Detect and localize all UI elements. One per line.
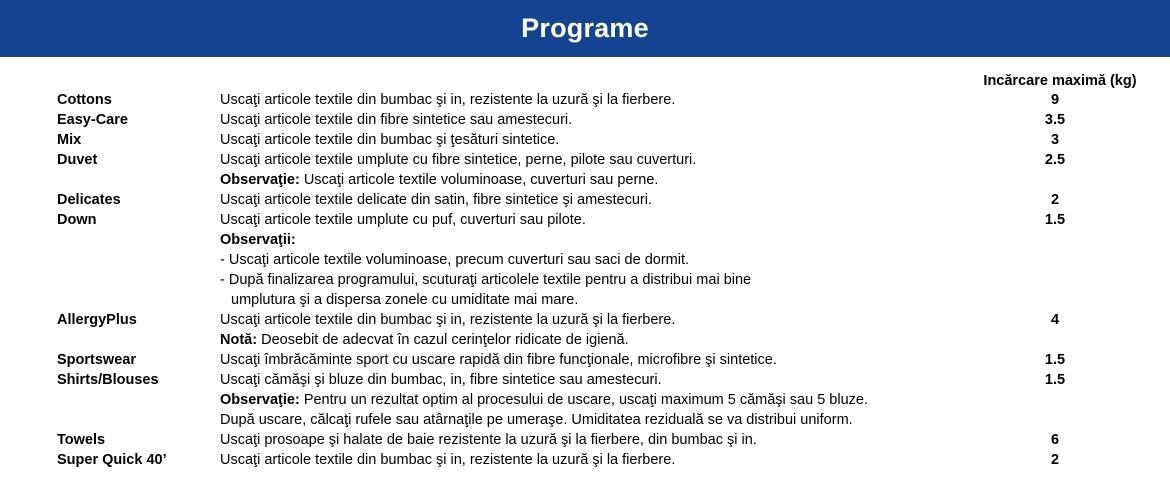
program-name: Super Quick 40’ [57,452,167,468]
program-name: Delicates [57,192,121,208]
max-load-value: 2 [1050,192,1060,208]
table-row [0,350,1170,370]
table-row [0,370,1170,390]
program-name: Sportswear [57,352,136,368]
table-row [0,290,1170,310]
program-description: Uscaţi articole textile din fibre sintetice sau amestecuri. [220,112,573,128]
program-description: Uscaţi articole textile delicate din satin, fibre sintetice şi amestecuri. [220,192,652,208]
program-name: Down [57,212,97,228]
max-load-value: 3.5 [1044,112,1066,128]
program-description: Uscaţi articole textile din bumbac şi ţesături sintetice. [220,132,560,148]
table-row [0,250,1170,270]
page-header-banner [0,0,1170,57]
table-row [0,390,1170,410]
table-row [0,210,1170,230]
program-description [220,170,950,190]
table-row [0,230,1170,250]
table-row [0,110,1170,130]
max-load-value: 2.5 [1044,152,1066,168]
max-load-value: 1.5 [1044,212,1066,228]
max-load-value: 1.5 [1044,372,1066,388]
programs-table-body [0,90,1170,470]
program-name: Cottons [57,92,112,108]
table-row [0,130,1170,150]
page-title: Programe [521,13,649,43]
programs-table [0,57,1170,480]
program-description: - După finalizarea programului, scuturaţi articolele textile pentru a distribui mai bine [220,272,752,288]
program-name: Easy-Care [57,112,128,128]
program-description: umplutura şi a dispersa zonele cu umiditate mai mare. [231,292,579,308]
description-label: Observaţie: [220,172,300,188]
table-row [0,90,1170,110]
table-row [0,190,1170,210]
max-load-column-header: Incărcare maximă (kg) [983,73,1137,89]
description-label: Notă: [220,332,258,348]
max-load-value: 1.5 [1044,352,1066,368]
description-text: Pentru un rezultat optim al procesului de uscare, uscaţi maximum 5 cămăşi sau 5 bluze. [299,392,868,408]
max-load-value: 3 [1050,132,1060,148]
program-description: Uscaţi cămăşi şi bluze din bumbac, in, fibre sintetice sau amestecuri. [220,372,662,388]
table-row [0,410,1170,430]
program-description: Uscaţi prosoape şi halate de baie rezistente la uzură şi la fierbere, din bumbac şi in. [220,432,757,448]
program-description: După uscare, călcaţi rufele sau atârnaţile pe umeraşe. Umiditatea reziduală se va distribui uniform. [220,412,853,428]
table-row [0,430,1170,450]
program-description: Uscaţi articole textile din bumbac şi in, rezistente la uzură şi la fierbere. [220,452,676,468]
max-load-value: 2 [1050,452,1060,468]
description-text: Deosebit de adecvat în cazul cerinţelor ridicate de igienă. [257,332,629,348]
table-row [0,330,1170,350]
description-label: Observaţii: [220,232,296,248]
max-load-value: 9 [1050,92,1060,108]
table-row [0,150,1170,170]
program-description [220,230,950,250]
description-text: Uscaţi articole textile voluminoase, cuverturi sau perne. [299,172,659,188]
program-name: AllergyPlus [57,312,137,328]
description-label: Observaţie: [220,392,300,408]
program-description: Uscaţi articole textile umplute cu fibre sintetice, perne, pilote sau cuverturi. [220,152,697,168]
table-row [0,450,1170,470]
program-description [220,330,950,350]
program-description: Uscaţi articole textile din bumbac şi in, rezistente la uzură şi la fierbere. [220,92,676,108]
table-row [0,170,1170,190]
program-name: Duvet [57,152,98,168]
max-load-value: 4 [1050,312,1060,328]
program-description: Uscaţi articole textile din bumbac şi in, rezistente la uzură şi la fierbere. [220,312,676,328]
max-load-value: 6 [1050,432,1060,448]
program-name: Mix [57,132,82,148]
program-name: Towels [57,432,106,448]
program-description: - Uscaţi articole textile voluminoase, precum cuverturi sau saci de dormit. [220,252,690,268]
program-name: Shirts/Blouses [57,372,159,388]
program-description: Uscaţi îmbrăcăminte sport cu uscare rapidă din fibre funcţionale, microfibre şi sintetice. [220,352,777,368]
table-row [0,310,1170,330]
table-row [0,270,1170,290]
program-description: Uscaţi articole textile umplute cu puf, cuverturi sau pilote. [220,212,586,228]
program-description [220,390,950,410]
